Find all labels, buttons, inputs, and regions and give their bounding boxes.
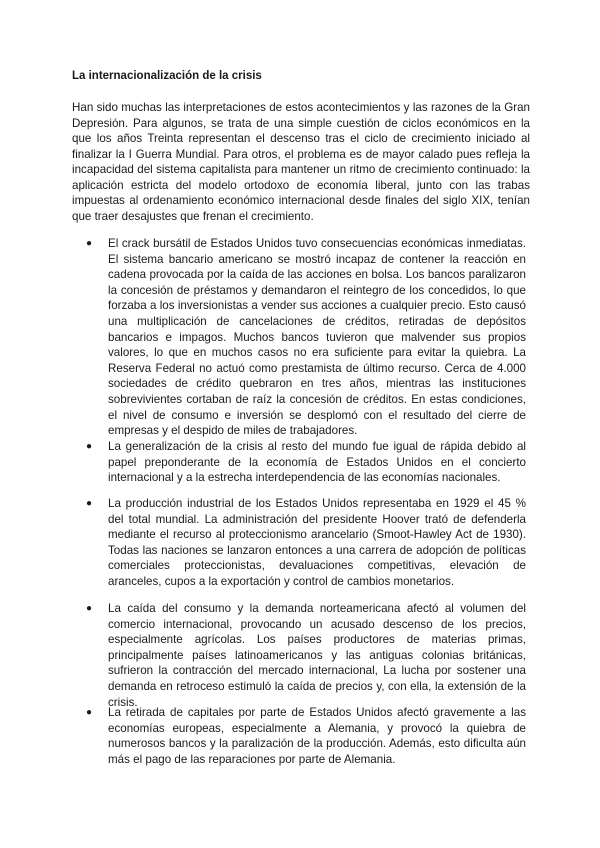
bullet-icon: ● [86,498,93,509]
list-item [86,601,526,710]
list-item [86,236,526,439]
document-title: La internacionalización de la crisis [72,70,262,82]
list-item-text: La retirada de capitales por parte de Estados Unidos afectó gravemente a las economías europeas, especialmente a Alemania, y provocó la quiebra de numerosos bancos y la paralización de la producción. Además, esto dificulta aún más el pago de las reparaciones por parte de Alemania. [108,706,526,766]
list-item [86,496,526,590]
list-item [86,439,526,486]
list-item-text: La producción industrial de los Estados Unidos representaba en 1929 el 45 % del total mundial. La administración del presidente Hoover trató de defenderla mediante el recurso al proteccionismo arancelario (Smoot-Hawley Act de 1930). Todas las naciones se lanzaron entonces a una carrera de adopción de políticas comerciales proteccionistas, devaluaciones competitivas, elevación de aranceles, cupos a la exportación y control de cambios monetarios. [108,497,526,588]
bullet-icon: ● [86,603,93,614]
bullet-icon: ● [86,707,93,718]
bullet-icon: ● [86,238,93,249]
bullet-icon: ● [86,441,93,452]
list-item-text: La generalización de la crisis al resto del mundo fue igual de rápida debido al papel preponderante de la economía de Estados Unidos en el concierto internacional y a la estrecha interdependencia de las economías nacionales. [108,440,526,485]
intro-paragraph: Han sido muchas las interpretaciones de estos acontecimientos y las razones de la Gran Depresión. Para algunos, se trata de una simple cuestión de ciclos económicos en la que los años Treinta representan el descenso tras el ciclo de crecimiento iniciado al finalizar la I Guerra Mundial. Para otros, el problema es de mayor calado pues refleja la incapacidad del sistema capitalista para mantener un ritmo de crecimiento continuado: la aplicación estricta del modelo ortodoxo de economía liberal, junto con las trabas impuestas al ordenamiento económico internacional desde finales del siglo XIX, tenían que traer desajustes que frenan el crecimiento. [72,101,530,223]
list-item-text: La caída del consumo y la demanda norteamericana afectó al volumen del comercio internacional, provocando un acusado descenso de los precios, especialmente agrícolas. Los países productores de materias primas, principalmente países latinoamericanos y las antiguas colonias británicas, sufrieron la contracción del mercado internacional, La lucha por sostener una demanda en retroceso estimuló la caída de precios y, con ella, la extensión de la crisis. [108,602,526,709]
list-item [86,705,526,767]
list-item-text: El crack bursátil de Estados Unidos tuvo consecuencias económicas inmediatas. El sistema bancario americano se mostró incapaz de contener la reacción en cadena provocada por la caída de las acciones en bolsa. Los bancos paralizaron la concesión de préstamos y demandaron el reintegro de los concedidos, lo que forzaba a los inversionistas a vender sus acciones a cualquier precio. Esto causó una multiplicación de cancelaciones de créditos, retiradas de depósitos bancarios e impagos. Muchos bancos tuvieron que malvender sus propios valores, lo que en muchos casos no era suficiente para evitar la quiebra. La Reserva Federal no actuó como prestamista de último recurso. Cerca de 4.000 sociedades de crédito quebraron en tres años, mientras las instituciones sobrevivientes cortaban de raíz la concesión de créditos. En estas condiciones, el nivel de consumo e inversión se desplomó con el resultado del cierre de empresas y el despido de miles de trabajadores. [108,237,526,438]
